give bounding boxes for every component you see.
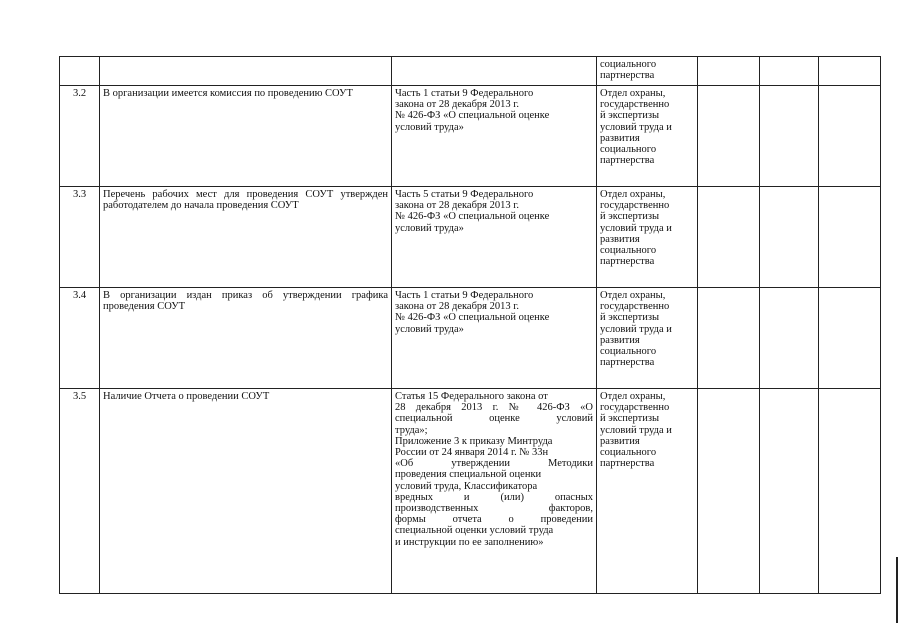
mark-cell-2[interactable] (760, 389, 819, 594)
mark-cell-2[interactable] (760, 86, 819, 187)
legal-basis-line: № 426-ФЗ «О специальной оценке (395, 312, 550, 324)
mark-cell-2[interactable] (760, 187, 819, 288)
legal-basis-cell (392, 57, 597, 86)
requirement-cell (100, 57, 392, 86)
legal-basis-line: «Об утверждении Методики (395, 458, 593, 470)
responsible-cell (597, 57, 698, 86)
page-edge-mark (896, 557, 898, 623)
mark-cell-3[interactable] (819, 86, 881, 187)
legal-basis-line: условий труда, Классификатора (395, 480, 538, 492)
table-row (60, 57, 881, 86)
document-page (59, 56, 881, 594)
table-row (60, 288, 881, 389)
responsible-cell (597, 288, 698, 389)
mark-cell-3[interactable] (819, 187, 881, 288)
responsible-line: партнерства (600, 458, 655, 470)
legal-basis-line: условий труда» (395, 222, 464, 234)
responsible-line: Отдел охраны, (600, 189, 666, 200)
responsible-line: й экспертизы (600, 312, 660, 324)
requirement-cell: Перечень рабочих мест для проведения СОУТ утвержден работодателем до начала проведения СОУТ (100, 187, 392, 288)
mark-cell-1[interactable] (698, 187, 760, 288)
legal-basis-line: закона от 28 декабря 2013 г. (395, 99, 520, 111)
responsible-line: Отдел охраны, (600, 391, 666, 402)
legal-basis-cell (392, 86, 597, 187)
mark-cell-1[interactable] (698, 389, 760, 594)
item-number: 3.3 (60, 187, 100, 288)
mark-cell-3[interactable] (819, 57, 881, 86)
responsible-line: партнерства (600, 256, 655, 268)
responsible-line: й экспертизы (600, 413, 660, 425)
responsible-cell (597, 187, 698, 288)
responsible-line: партнерства (600, 70, 655, 82)
legal-basis-line: специальной оценки условий труда (395, 525, 554, 537)
legal-basis-line: производственных факторов, (395, 503, 593, 515)
item-number: 3.4 (60, 288, 100, 389)
responsible-line: партнерства (600, 357, 655, 369)
item-number (60, 57, 100, 86)
requirement-cell: В организации издан приказ об утверждении графика проведения СОУТ (100, 288, 392, 389)
responsible-line: Отдел охраны, (600, 290, 666, 301)
mark-cell-1[interactable] (698, 57, 760, 86)
responsible-cell (597, 86, 698, 187)
mark-cell-2[interactable] (760, 288, 819, 389)
legal-basis-line: 28 декабря 2013 г. № 426-ФЗ «О (395, 402, 593, 414)
item-number: 3.2 (60, 86, 100, 187)
responsible-line: развития (600, 435, 640, 447)
inspection-checklist-table (59, 56, 881, 594)
mark-cell-3[interactable] (819, 288, 881, 389)
mark-cell-2[interactable] (760, 57, 819, 86)
legal-basis-line: вредных и (или) опасных (395, 491, 593, 503)
responsible-line: условий труда и (600, 121, 672, 133)
responsible-line: й экспертизы (600, 211, 660, 223)
responsible-line: развития (600, 233, 640, 245)
responsible-line: партнерства (600, 155, 655, 167)
requirement-cell: В организации имеется комиссия по проведению СОУТ (100, 86, 392, 187)
responsible-line: развития (600, 132, 640, 144)
legal-basis-line: условий труда» (395, 323, 464, 335)
legal-basis-line: труда»; (395, 424, 428, 436)
responsible-line: государственно (600, 402, 670, 414)
legal-basis-line: формы отчета о проведении (395, 514, 593, 526)
legal-basis-line: № 426-ФЗ «О специальной оценке (395, 211, 550, 223)
legal-basis-line: закона от 28 декабря 2013 г. (395, 200, 520, 212)
responsible-line: социального (600, 245, 657, 257)
table-row (60, 389, 881, 594)
legal-basis-cell (392, 187, 597, 288)
table-row (60, 187, 881, 288)
responsible-line: развития (600, 334, 640, 346)
legal-basis-line: Часть 5 статьи 9 Федерального (395, 189, 534, 200)
responsible-line: государственно (600, 99, 670, 111)
legal-basis-line: условий труда» (395, 121, 464, 133)
responsible-line: социального (600, 59, 657, 70)
responsible-line: государственно (600, 200, 670, 212)
responsible-line: Отдел охраны, (600, 88, 666, 99)
legal-basis-line: № 426-ФЗ «О специальной оценке (395, 110, 550, 122)
legal-basis-line: России от 24 января 2014 г. № 33н (395, 447, 549, 459)
responsible-line: условий труда и (600, 323, 672, 335)
mark-cell-1[interactable] (698, 288, 760, 389)
legal-basis-cell (392, 389, 597, 594)
mark-cell-1[interactable] (698, 86, 760, 187)
requirement-cell: Наличие Отчета о проведении СОУТ (100, 389, 392, 594)
responsible-line: условий труда и (600, 222, 672, 234)
legal-basis-line: Часть 1 статьи 9 Федерального (395, 290, 534, 301)
legal-basis-line: специальной оценке условий (395, 413, 593, 425)
legal-basis-line: Статья 15 Федерального закона от (395, 391, 548, 402)
responsible-line: социального (600, 346, 657, 358)
legal-basis-line: проведения специальной оценки (395, 469, 542, 481)
responsible-cell (597, 389, 698, 594)
legal-basis-line: и инструкции по ее заполнению» (395, 536, 544, 548)
legal-basis-line: Часть 1 статьи 9 Федерального (395, 88, 534, 99)
legal-basis-line: закона от 28 декабря 2013 г. (395, 301, 520, 313)
responsible-line: условий труда и (600, 424, 672, 436)
responsible-line: социального (600, 144, 657, 156)
responsible-line: социального (600, 447, 657, 459)
legal-basis-line: Приложение 3 к приказу Минтруда (395, 435, 553, 447)
legal-basis-cell (392, 288, 597, 389)
item-number: 3.5 (60, 389, 100, 594)
responsible-line: й экспертизы (600, 110, 660, 122)
table-row (60, 86, 881, 187)
mark-cell-3[interactable] (819, 389, 881, 594)
responsible-line: государственно (600, 301, 670, 313)
